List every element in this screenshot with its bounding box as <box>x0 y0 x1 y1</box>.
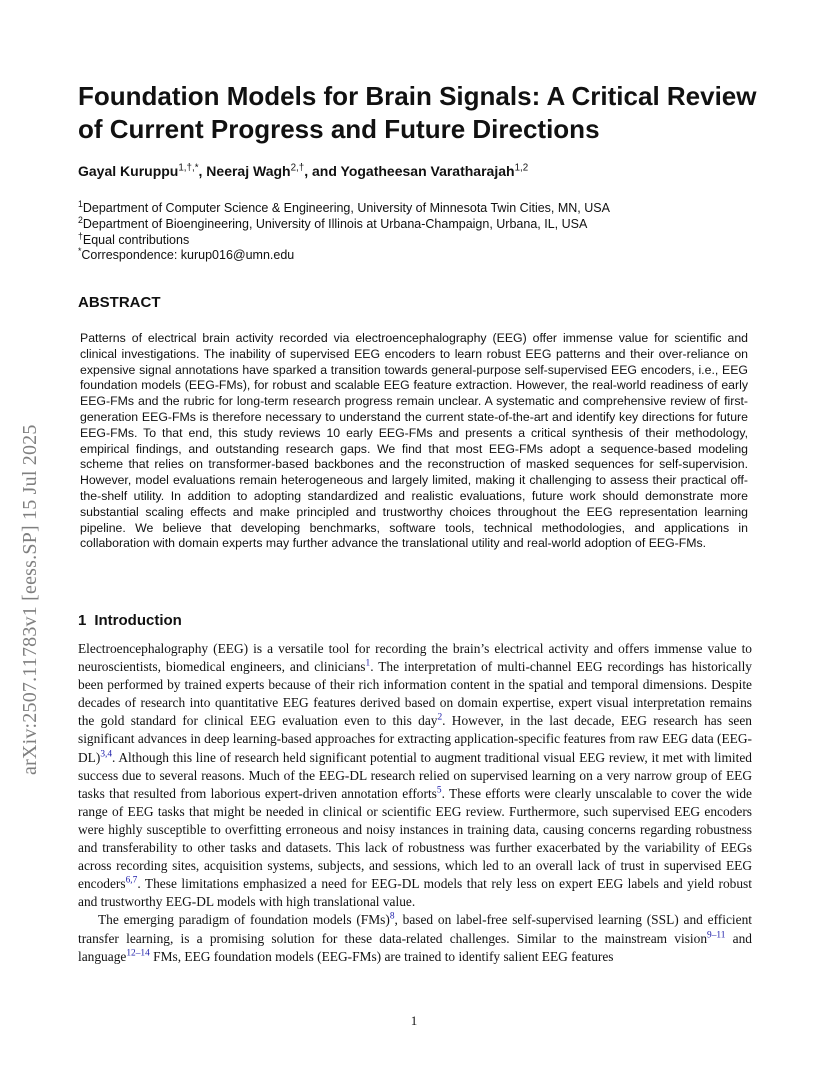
paragraph <box>78 640 752 911</box>
page-number: 1 <box>410 1013 418 1028</box>
citation-link[interactable]: 1 <box>365 658 371 669</box>
section-title: Introduction <box>94 612 182 629</box>
citation-link[interactable]: 12–14 <box>126 948 150 959</box>
paragraph-text: . However, in the last decade, EEG research has seen significant advances in deep learning-based approaches for extracting application-specific features from raw EEG data (EEG-DL) <box>78 713 753 765</box>
paragraph-text: . The interpretation of multi-channel EEG recordings has historically been performed by trained experts because of their rich information content in the spatial and temporal dimensions. Despite decades of research into quantitative EEG features derived based on domain expertise, expert visual interpretation remains the gold standard for clinical EEG evaluation even to this day <box>78 659 752 729</box>
paragraph-text: and language <box>78 930 752 964</box>
section-heading-introduction <box>78 611 182 631</box>
affiliation-mark: 1 <box>78 198 83 209</box>
paragraph-text: , based on label-free self-supervised learning (SSL) and efficient transfer learning, is a promising solution for these data-related challenges. Similar to the mainstream vision <box>78 912 752 946</box>
affiliation-text: Department of Bioengineering, University of Illinois at Urbana-Champaign, Urbana, IL, USA <box>82 216 588 231</box>
affiliation-text: Correspondence: kurup016@umn.edu <box>81 248 295 263</box>
affiliation-text: Equal contributions <box>82 232 190 247</box>
citation-link[interactable]: 6,7 <box>125 875 138 886</box>
author-list <box>78 160 778 182</box>
affiliation-mark: 2 <box>78 214 83 225</box>
paper-title: Foundation Models for Brain Signals: A Critical Review of Current Progress and Future Directions <box>78 81 757 144</box>
affiliation-mark: * <box>78 246 82 257</box>
paragraph <box>78 911 752 965</box>
paragraph-text: . Although this line of research held significant potential to augment traditional visual EEG review, it met with limited success due to several reasons. Much of the EEG-DL research relied on supervised learning on a very narrow group of EEG tasks that resulted from laborious expert-driven annotation efforts <box>78 749 752 801</box>
arxiv-identifier-stamp: arXiv:2507.11783v1 [eess.SP] 15 Jul 2025 <box>19 424 41 775</box>
author-separator: , <box>198 163 207 179</box>
paragraph-text: . These efforts were clearly unscalable to cover the wide range of EEG tasks that might be needed in clinical or scientific EEG review. Furthermore, such supervised EEG encoders were highly susceptible to overfitting erroneous and noisy instances in training data, causing concerns regarding robustness and transferability to other tasks and datasets. This lack of robustness was further exacerbated by the variability of EEGs across recording sites, acquisition systems, subjects, and sessions, which led to an overall lack of trust in supervised EEG encoders <box>78 785 752 892</box>
author-name: Neeraj Wagh <box>206 163 291 179</box>
section-number: 1 <box>78 612 87 629</box>
paragraph-text: The emerging paradigm of foundation models (FMs) <box>98 912 390 928</box>
paragraph-text: FMs, EEG foundation models (EEG-FMs) are trained to identify salient EEG features <box>149 948 614 964</box>
author-marks: 1,†,* <box>178 162 199 174</box>
affiliation-mark: † <box>78 230 83 241</box>
affiliation-line <box>78 214 778 233</box>
author-name: Yogatheesan Varatharajah <box>340 163 515 179</box>
affiliation-text: Department of Computer Science & Engineering, University of Minnesota Twin Cities, MN, USA <box>82 201 610 215</box>
affiliation-list <box>78 198 778 264</box>
author-name: Gayal Kuruppu <box>78 163 179 179</box>
introduction-body <box>78 640 752 966</box>
author-marks: 1,2 <box>514 162 529 174</box>
citation-link[interactable]: 5 <box>436 785 442 796</box>
affiliation-line <box>78 230 778 249</box>
paragraph-text: Electroencephalography (EEG) is a versatile tool for recording the brain’s electrical activity and offers immense value to neuroscientists, biomedical engineers, and clinicians <box>78 641 752 675</box>
citation-link[interactable]: 3,4 <box>100 749 113 760</box>
citation-link[interactable]: 9–11 <box>707 930 726 941</box>
author-marks: 2,† <box>290 162 305 174</box>
affiliation-line <box>78 248 778 264</box>
author-separator: , and <box>304 163 341 179</box>
citation-link[interactable]: 8 <box>389 911 395 922</box>
citation-link[interactable]: 2 <box>437 712 443 723</box>
paragraph-text: . These limitations emphasized a need for EEG-DL models that rely less on expert EEG labels and yield robust and trustworthy EEG-DL models with high translational value. <box>78 876 752 910</box>
abstract-text: Patterns of electrical brain activity recorded via electroencephalography (EEG) offer immense value for scientific and clinical investigations. The inability of supervised EEG encoders to learn robust EEG patterns and their over-reliance on expensive signal annotations have sparked a transition towards general-purpose self-supervised EEG encoders, i.e., EEG foundation models (EEG-FMs), for robust and scalable EEG feature extraction. However, the real-world readiness of early EEG-FMs and the rubric for long-term research progress remain unclear. A systematic and comprehensive review of first-generation EEG-FMs is therefore necessary to understand the current state-of-the-art and identify key directions for future EEG-FMs. To that end, this study reviews 10 early EEG-FMs and presents a critical synthesis of their methodology, empirical findings, and outstanding research gaps. We find that most EEG-FMs adopt a sequence-based modeling scheme that relies on transformer-based backbones and the reconstruction of masked sequences for self-supervision. However, model evaluations remain heterogeneous and largely limited, making it challenging to assess their practical off-the-shelf utility. In addition to adopting standardized and realistic evaluations, future work should demonstrate more substantial scaling effects and make principled and trustworthy choices throughout the EEG representation learning pipeline. We believe that developing benchmarks, software tools, technical methodologies, and applications in collaboration with domain experts may further advance the translational utility and real-world adoption of EEG-FMs. <box>80 331 748 551</box>
abstract-heading: ABSTRACT <box>78 294 161 311</box>
affiliation-line <box>78 198 778 217</box>
